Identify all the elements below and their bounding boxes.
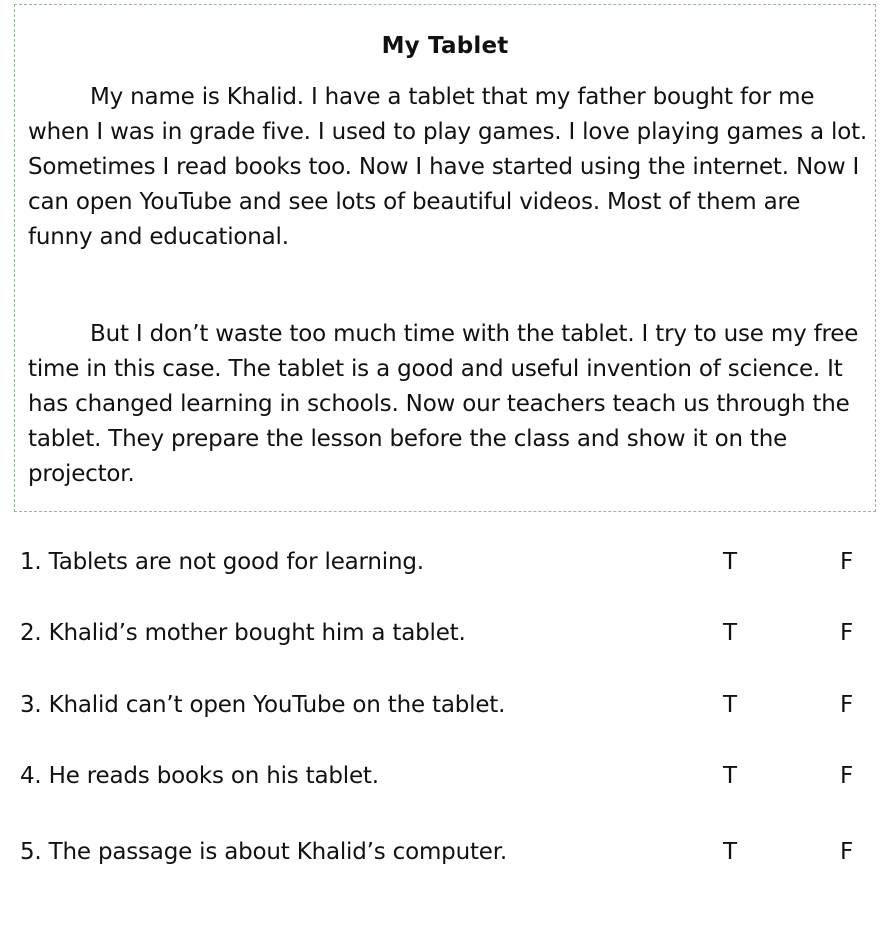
question-text-3: 3. Khalid can’t open YouTube on the tablet.	[20, 692, 506, 718]
false-option-2[interactable]: F	[840, 620, 854, 646]
question-row-2	[20, 613, 870, 653]
question-text-1: 1. Tablets are not good for learning.	[20, 549, 424, 575]
question-text-4: 4. He reads books on his tablet.	[20, 763, 379, 789]
passage-title: My Tablet	[381, 33, 509, 59]
passage-paragraph-2: But I don’t waste too much time with the tablet. I try to use my free time in this case. The tablet is a good and useful invention of science. It has changed learning in schools. Now our teachers teach us through the tablet. They prepare the lesson before the class and show it on the projector.	[28, 321, 859, 487]
false-option-3[interactable]: F	[840, 692, 854, 718]
true-option-5[interactable]: T	[723, 839, 738, 865]
question-text-2: 2. Khalid’s mother bought him a tablet.	[20, 620, 466, 646]
true-option-1[interactable]: T	[723, 549, 738, 575]
question-text-5: 5. The passage is about Khalid’s computer.	[20, 839, 507, 865]
question-row-1	[20, 542, 870, 582]
true-option-3[interactable]: T	[723, 692, 738, 718]
false-option-1[interactable]: F	[840, 549, 854, 575]
question-row-3	[20, 685, 870, 725]
true-option-2[interactable]: T	[723, 620, 738, 646]
false-option-5[interactable]: F	[840, 839, 854, 865]
question-row-4	[20, 756, 870, 796]
question-row-5	[20, 832, 870, 872]
passage-paragraph-1: My name is Khalid. I have a tablet that my father bought for me when I was in grade five. I used to play games. I love playing games a lot. Sometimes I read books too. Now I have started using the internet. Now I can open YouTube and see lots of beautiful videos. Most of them are funny and educational.	[28, 84, 867, 250]
false-option-4[interactable]: F	[840, 763, 854, 789]
true-option-4[interactable]: T	[723, 763, 738, 789]
